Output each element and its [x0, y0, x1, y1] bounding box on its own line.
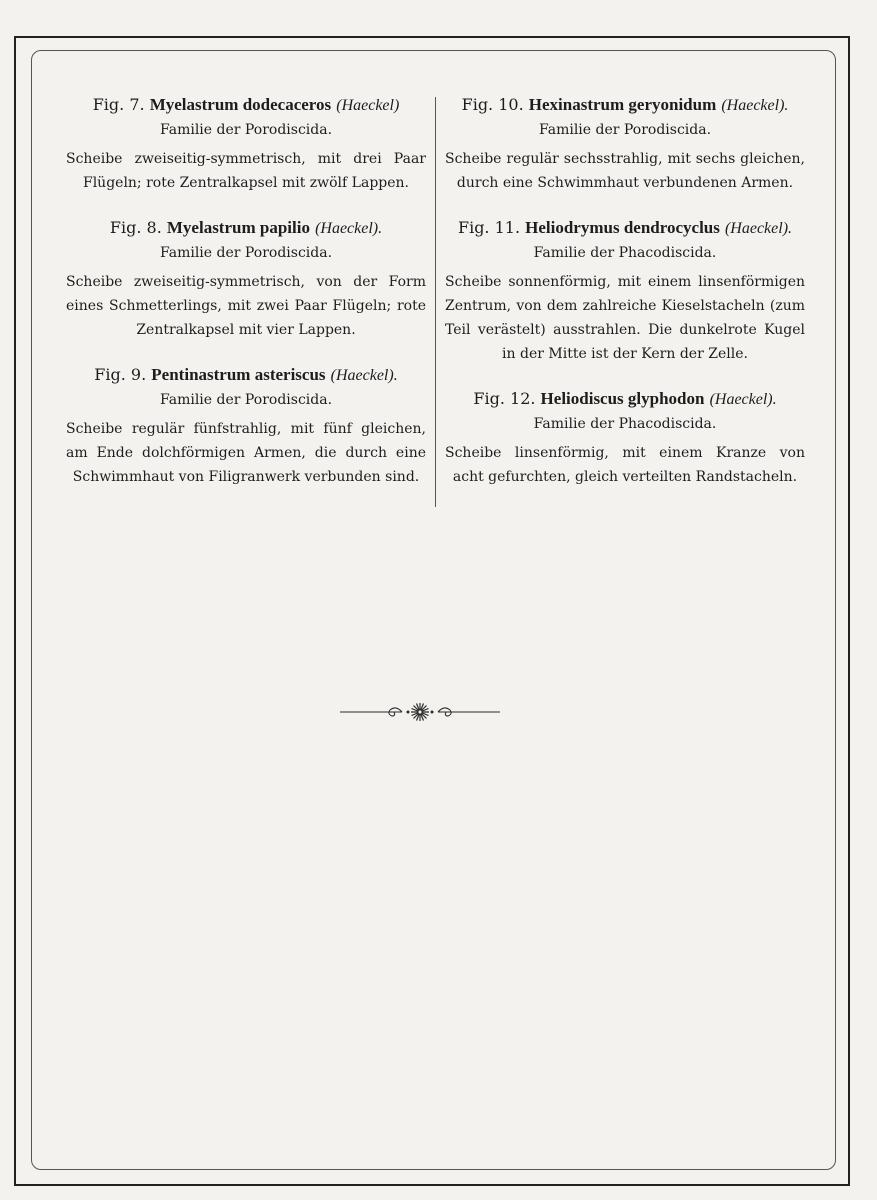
- figure-title: [66, 215, 426, 242]
- family-name: Familie der Porodiscida.: [159, 245, 333, 261]
- description-line: Flügeln; rote Zentralkapsel mit zwölf Lappen.: [82, 175, 409, 191]
- figure-number: Fig. 9.: [94, 365, 147, 384]
- figure-description: [445, 270, 805, 366]
- figure-description: [445, 147, 805, 195]
- species-author: (Haeckel).: [724, 220, 793, 237]
- figure-number: Fig. 10.: [461, 95, 524, 114]
- description-line: durch eine Schwimmhaut verbundenen Armen.: [456, 175, 794, 191]
- species-name: Myelastrum papilio: [166, 218, 310, 237]
- family-name: Familie der Porodiscida.: [159, 392, 333, 408]
- species-author: (Haeckel).: [315, 220, 383, 237]
- family-name: Familie der Phacodiscida.: [533, 245, 717, 261]
- figure-title: [445, 92, 805, 119]
- flourish-ornament-icon: [340, 700, 500, 724]
- column-divider: [435, 97, 436, 507]
- species-author: (Haeckel).: [709, 391, 777, 408]
- figure-number: Fig. 11.: [457, 218, 521, 237]
- description-line: Zentralkapsel mit vier Lappen.: [136, 322, 356, 338]
- figure-title: [66, 92, 426, 119]
- figure-title: [445, 215, 805, 242]
- figure-entry: [445, 92, 805, 195]
- species-name: Heliodrymus dendrocyclus: [525, 218, 720, 237]
- family-name: Familie der Phacodiscida.: [533, 416, 717, 432]
- species-author: (Haeckel).: [330, 367, 398, 384]
- figure-number: Fig. 12.: [473, 389, 536, 408]
- figure-entry: [66, 215, 426, 342]
- description-line: eines Schmetterlings, mit zwei Paar Flügeln; rote: [66, 298, 426, 314]
- description-line: Scheibe sonnenförmig, mit einem linsenförmigen: [445, 274, 805, 290]
- species-name: Heliodiscus glyphodon: [540, 389, 705, 408]
- species-name: Pentinastrum asteriscus: [151, 365, 326, 384]
- description-line: am Ende dolchförmigen Armen, die durch eine: [66, 445, 426, 461]
- species-name: Hexinastrum geryonidum: [528, 95, 717, 114]
- figure-entry: [445, 215, 805, 366]
- figure-description: [66, 417, 426, 489]
- description-line: in der Mitte ist der Kern der Zelle.: [502, 346, 748, 362]
- figure-description: [445, 441, 805, 489]
- description-line: Scheibe linsenförmig, mit einem Kranze von: [445, 445, 805, 461]
- left-column: [66, 92, 426, 509]
- description-line: Teil verästelt) ausstrahlen. Die dunkelrote Kugel: [445, 322, 805, 338]
- description-line: acht gefurchten, gleich verteilten Randstacheln.: [452, 469, 798, 485]
- figure-description: [66, 270, 426, 342]
- species-name: Myelastrum dodecaceros: [149, 95, 332, 114]
- family-name: Familie der Porodiscida.: [159, 122, 333, 138]
- figure-entry: [445, 386, 805, 489]
- family-name: Familie der Porodiscida.: [538, 122, 712, 138]
- species-author: (Haeckel): [336, 97, 400, 114]
- description-line: Scheibe zweiseitig-symmetrisch, mit drei Paar: [66, 151, 426, 167]
- figure-entry: [66, 92, 426, 195]
- figure-title: [445, 386, 805, 413]
- figure-number: Fig. 7.: [92, 95, 145, 114]
- description-line: Schwimmhaut von Filigranwerk verbunden sind.: [72, 469, 420, 485]
- species-author: (Haeckel).: [721, 97, 789, 114]
- figure-description: [66, 147, 426, 195]
- figure-title: [66, 362, 426, 389]
- description-line: Zentrum, von dem zahlreiche Kieselstacheln (zum: [445, 298, 805, 314]
- description-line: Scheibe regulär fünfstrahlig, mit fünf gleichen,: [66, 421, 426, 437]
- right-column: [445, 92, 805, 509]
- description-line: Scheibe regulär sechsstrahlig, mit sechs gleichen,: [445, 151, 805, 167]
- figure-entry: [66, 362, 426, 489]
- description-line: Scheibe zweiseitig-symmetrisch, von der Form: [66, 274, 426, 290]
- figure-number: Fig. 8.: [109, 218, 162, 237]
